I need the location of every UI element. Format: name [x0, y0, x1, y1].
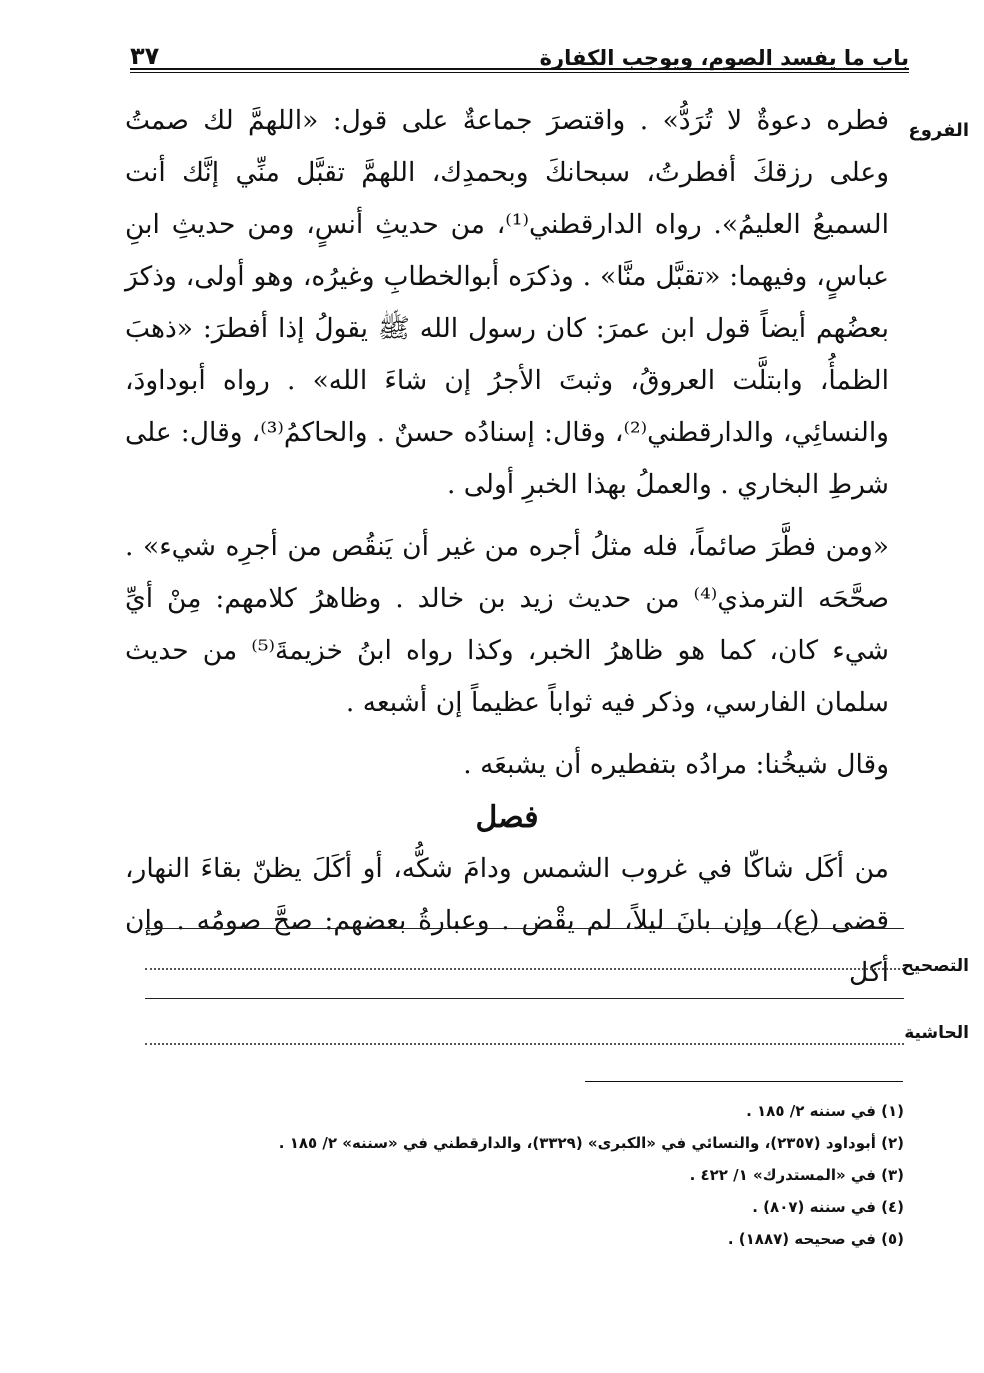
paragraph-1: فطره دعوةٌ لا تُرَدُّ» . واقتصرَ جماعةٌ على قول: «اللهمَّ لك صمتُ وعلى رزقكَ أفطرتُ، سبحانكَ وبحمدِك، اللهمَّ تقبَّل منِّي إنَّك أنت السميعُ العليمُ». رواه الدارقطني⁽¹⁾، من حديثِ أنسٍ، ومن حديثِ ابنِ عباسٍ، وفيهما: «تقبَّل منَّا» . وذكرَه أبوالخطابِ وغيرُه، وهو أولى، وذكرَ بعضُهم أيضاً قول ابن عمرَ: كان رسول الله ﷺ يقولُ إذا أفطرَ: «ذهبَ الظمأُ، وابتلَّت العروقُ، وثبتَ الأجرُ إن شاءَ الله» . رواه أبوداودَ، والنسائِي، والدارقطني⁽²⁾، وقال: إسنادُه حسنٌ . والحاكمُ⁽³⁾، وقال: على شرطِ البخاري . والعملُ بهذا الخبرِ أولى . [125, 105, 889, 500]
footnote-3: (٣) في «المستدرك» ١/ ٤٢٢ . [689, 1166, 904, 1184]
section-heading: فصل [475, 800, 539, 835]
section-paragraph: من أكَل شاكّا في غروب الشمس ودامَ شكُّه، أو أكَلَ يظنّ بقاءَ النهار، قضى (ع)، وإن بانَ ليلاً، لم يقْض . وعبارةُ بعضهم: صحَّ صومُه . وإن أكل [125, 853, 889, 988]
notes-fill-area [145, 928, 969, 1048]
correction-label: التصحيح [901, 956, 969, 976]
paragraph-3: وقال شيخُنا: مرادُه بتفطيره أن يشبعَه . [463, 749, 889, 780]
header-rule-thin [130, 72, 909, 73]
margin-source-label: الفروع [908, 120, 969, 141]
footnote-2: (٢) أبوداود (٢٣٥٧)، والنسائي في «الكبرى» (٣٣٢٩)، والدارقطني في «سننه» ٢/ ١٨٥ . [278, 1134, 904, 1152]
header-rule [130, 68, 909, 70]
footnote-4: (٤) في سننه (٨٠٧) . [752, 1198, 904, 1216]
footnotes [279, 1095, 904, 1255]
running-header [130, 30, 909, 70]
annotation-label: الحاشية [904, 1023, 969, 1043]
annotation-line[interactable] [145, 1043, 904, 1045]
main-text [125, 95, 889, 999]
fill-line-solid [145, 928, 904, 929]
chapter-title: باب ما يفسد الصوم، ويوجب الكفارة [539, 46, 909, 70]
fill-line-solid [145, 998, 904, 999]
footnote-5: (٥) في صحيحه (١٨٨٧) . [727, 1230, 904, 1248]
footnote-1: (١) في سننه ٢/ ١٨٥ . [746, 1102, 904, 1120]
footnote-rule [585, 1081, 903, 1082]
correction-line[interactable] [145, 968, 904, 970]
page-number: ٣٧ [130, 42, 160, 70]
paragraph-2: «ومن فطَّرَ صائماً، فله مثلُ أجره من غير أن يَنقُص من أجرِه شيء» . صحَّحَه الترمذي⁽⁴⁾ من حديث زيد بن خالد . وظاهرُ كلامهم: مِنْ أيِّ شيء كان، كما هو ظاهرُ الخبر، وكذا رواه ابنُ خزيمةَ⁽⁵⁾ من حديث سلمان الفارسي، وذكر فيه ثواباً عظيماً إن أشبعه . [125, 531, 889, 718]
